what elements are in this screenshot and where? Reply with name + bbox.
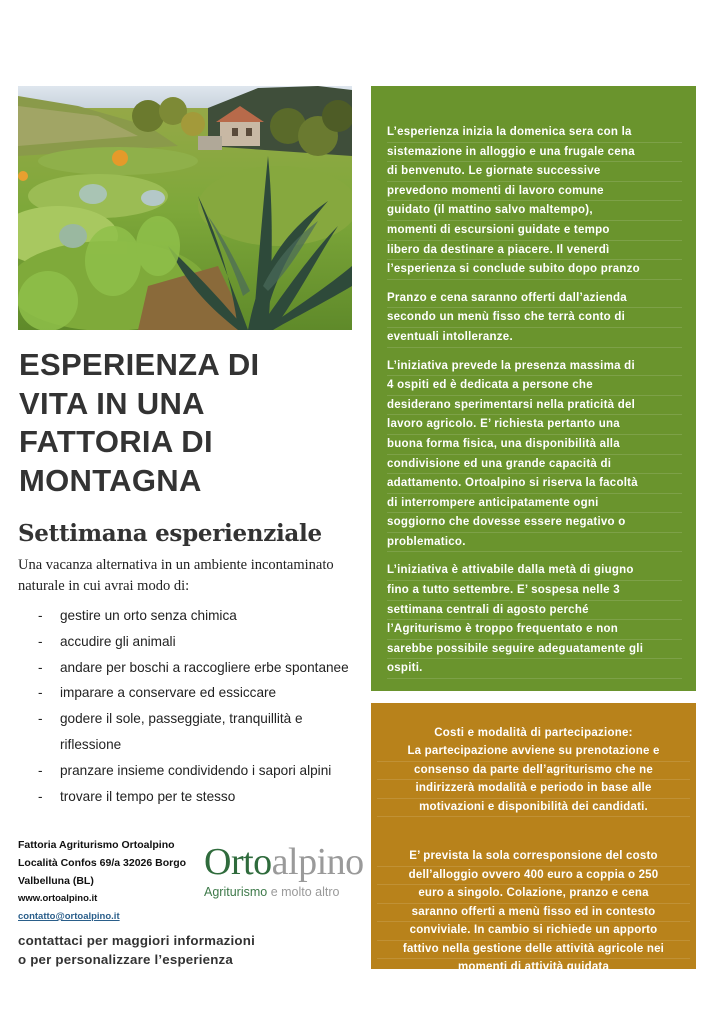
list-item	[18, 784, 368, 810]
intro-text	[18, 555, 363, 596]
text-line: di benvenuto. Le giornate successive	[387, 162, 682, 182]
spacer	[377, 817, 690, 848]
logo-tagline	[204, 885, 354, 899]
farm-garden-image	[18, 86, 352, 330]
experience-details-box	[371, 86, 696, 691]
website-link[interactable]: www.ortoalpino.it	[18, 893, 98, 904]
costs-box	[371, 703, 696, 973]
text-line: momenti di attività guidata	[377, 959, 690, 978]
cta-line: o per personalizzare l’esperienza	[18, 952, 234, 967]
title-line: VITA IN UNA	[19, 385, 205, 421]
paragraph-availability	[387, 561, 682, 679]
text-line: lavoro agricolo. E’ richiesta pertanto una	[387, 415, 682, 435]
text-line: prevedono momenti di lavoro comune	[387, 182, 682, 202]
list-item-text: trovare il tempo per te stesso	[60, 788, 236, 804]
logo-word-alpino: alpino	[271, 841, 364, 883]
activities-list	[18, 603, 368, 809]
text-line: ospiti.	[387, 659, 682, 679]
dash-bullet: -	[38, 711, 43, 727]
list-item	[18, 603, 368, 629]
call-to-action	[18, 931, 358, 969]
dash-bullet: -	[38, 659, 43, 675]
paragraph-booking	[377, 743, 690, 817]
address-line: Località Confos 69/a 32026 Borgo	[18, 857, 187, 869]
text-line: E’ prevista la sola corresponsione del costo	[377, 848, 690, 867]
dash-bullet: -	[38, 633, 43, 649]
text-line: L’iniziativa prevede la presenza massima di	[387, 357, 682, 377]
paragraph-requirements	[387, 357, 682, 553]
list-item-text: godere il sole, passeggiate, tranquillità e	[60, 711, 303, 727]
text-line: buona forma fisica, una disponibilità alla	[387, 435, 682, 455]
list-item	[18, 706, 368, 758]
tagline-part: Agriturismo	[204, 885, 268, 899]
text-line: fattivo nella gestione delle attività agricole nei	[377, 941, 690, 960]
list-item	[18, 758, 368, 784]
text-line: sistemazione in alloggio e una frugale cena	[387, 143, 682, 163]
text-line: Pranzo e cena saranno offerti dall’azienda	[387, 289, 682, 309]
list-item	[18, 629, 368, 655]
title-line: MONTAGNA	[19, 462, 202, 498]
text-line: eventuali intolleranze.	[387, 328, 682, 348]
list-item-text: pranzare insieme condividendo i sapori alpini	[60, 762, 332, 778]
cta-line: contattaci per maggiori informazioni	[18, 933, 255, 948]
email-link[interactable]: contatto@ortoalpino.it	[18, 911, 120, 922]
list-item-text: andare per boschi a raccogliere erbe spontanee	[60, 659, 349, 675]
title-line: ESPERIENZA DI	[19, 347, 260, 382]
list-item-text: imparare a conservare ed essiccare	[60, 685, 277, 701]
text-line: L’iniziativa è attivabile dalla metà di giugno	[387, 561, 682, 581]
text-line: dell’alloggio ovvero 400 euro a coppia o 250	[377, 867, 690, 886]
list-item	[18, 655, 368, 681]
paragraph-pricing	[377, 848, 690, 978]
text-line: euro a singolo. Colazione, pranzo e cena	[377, 885, 690, 904]
intro-line: Una vacanza alternativa in un ambiente incontaminato	[18, 557, 334, 573]
page-title	[19, 346, 359, 500]
text-line: l’esperienza si conclude subito dopo pranzo	[387, 260, 682, 280]
text-line: soggiorno che dovesse essere negativo o	[387, 513, 682, 533]
text-line: problematico.	[387, 533, 682, 553]
dash-bullet: -	[38, 685, 43, 701]
text-line: conviviale. In cambio si richiede un apporto	[377, 922, 690, 941]
ortoalpino-logo	[204, 841, 364, 899]
text-line: saranno offerti a menù fisso ed in contesto	[377, 904, 690, 923]
text-line: momenti di escursioni guidate e tempo	[387, 221, 682, 241]
text-line: fino a tutto settembre. E’ sospesa nelle 3	[387, 581, 682, 601]
paragraph-meals	[387, 289, 682, 348]
text-line: motivazioni e disponibilità dei candidati.	[377, 799, 690, 818]
title-line: FATTORIA DI	[19, 424, 213, 459]
text-line: La partecipazione avviene su prenotazione e	[377, 743, 690, 762]
dash-bullet: -	[38, 762, 43, 778]
business-name: Fattoria Agriturismo Ortoalpino	[18, 839, 175, 851]
text-line: di interrompere anticipatamente ogni	[387, 494, 682, 514]
subtitle: Settimana esperienziale	[18, 520, 322, 547]
text-line: libero da destinare a piacere. Il venerdì	[387, 241, 682, 261]
text-line: condivisione ed una grande capacità di	[387, 455, 682, 475]
address-line: Valbelluna (BL)	[18, 875, 94, 887]
contact-info	[18, 836, 218, 926]
tagline-part: e molto altro	[267, 885, 340, 899]
text-line: 4 ospiti ed è dedicata a persone che	[387, 376, 682, 396]
text-line: guidato (il mattino salvo maltempo),	[387, 201, 682, 221]
text-line: consenso da parte dell’agriturismo che ne	[377, 762, 690, 781]
paragraph-program	[387, 123, 682, 280]
dash-bullet: -	[38, 788, 43, 804]
list-item-text: riflessione	[60, 736, 122, 752]
list-item-text: accudire gli animali	[60, 633, 176, 649]
text-line: L’esperienza inizia la domenica sera con la	[387, 123, 682, 143]
logo-word-orto: Orto	[204, 841, 272, 883]
text-line: l’Agriturismo è troppo frequentato e non	[387, 620, 682, 640]
text-line: indirizzerà modalità e periodo in base alle	[377, 780, 690, 799]
intro-line: naturale in cui avrai modo di:	[18, 577, 190, 594]
text-line: secondo un menù fisso che terrà conto di	[387, 308, 682, 328]
text-line: adattamento. Ortoalpino si riserva la facoltà	[387, 474, 682, 494]
list-item-text: gestire un orto senza chimica	[60, 608, 237, 623]
hero-photo	[18, 86, 352, 330]
costs-heading: Costi e modalità di partecipazione:	[434, 727, 633, 739]
text-line: sarebbe possibile seguire adeguatamente gli	[387, 640, 682, 660]
logo-wordmark	[204, 841, 364, 883]
text-line: settimana centrali di agosto perché	[387, 601, 682, 621]
text-line: desiderano sperimentarsi nella praticità del	[387, 396, 682, 416]
list-item	[18, 680, 368, 706]
dash-bullet: -	[38, 608, 43, 623]
